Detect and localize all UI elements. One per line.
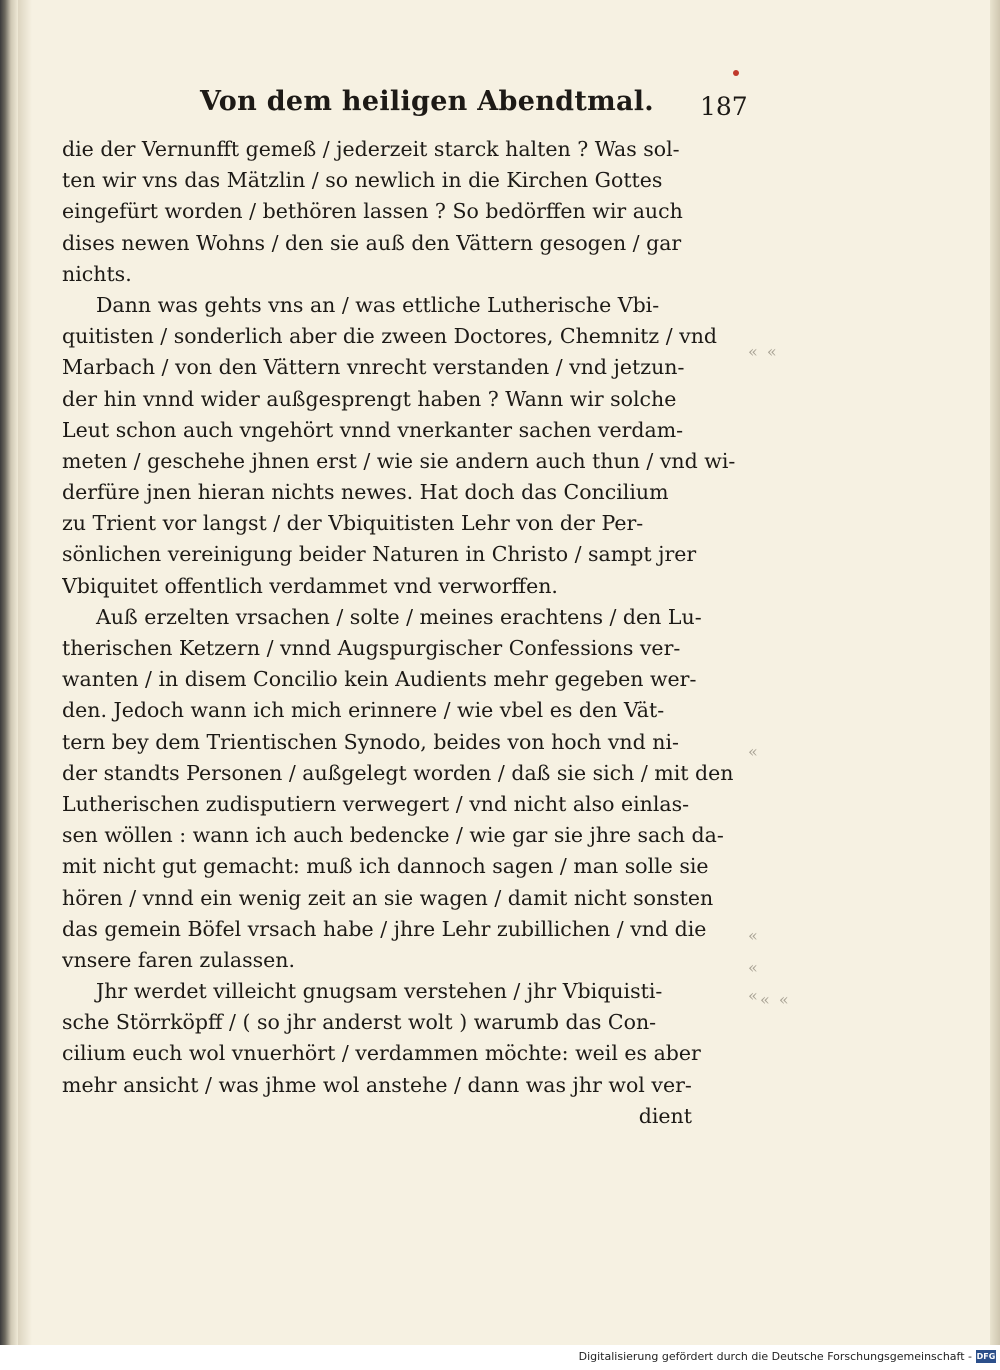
text-line: den. Jedoch wann ich mich erinnere / wie vbel es den Vät-: [62, 698, 665, 723]
text-line: dises newen Wohns / den sie auß den Vättern gesogen / gar: [62, 230, 682, 255]
funding-credit: Digitalisierung gefördert durch die Deutsche Forschungsgemeinschaft -: [578, 1350, 972, 1363]
text-line: ten wir vns das Mätzlin / so newlich in die Kirchen Gottes: [62, 168, 663, 193]
margin-mark: «: [748, 742, 760, 761]
margin-mark: « «: [748, 342, 779, 361]
text-line: vnsere faren zulassen.: [62, 947, 296, 972]
text-line: sönlichen vereinigung beider Naturen in Christo / sampt jrer: [62, 542, 697, 567]
text-line: wanten / in disem Concilio kein Audients mehr gegeben wer-: [62, 667, 697, 692]
text-line: sche Störrköpff / ( so jhr anderst wolt ) warumb das Con-: [62, 1010, 657, 1035]
text-line: Lutherischen zudisputiern verwegert / vnd nicht also einlas-: [62, 791, 690, 816]
red-ink-dot: [733, 70, 739, 76]
text-line: meten / geschehe jhnen erst / wie sie andern auch thun / vnd wi-: [62, 448, 736, 473]
margin-mark: «: [748, 926, 760, 945]
text-line: zu Trient vor langst / der Vbiquitisten Lehr von der Per-: [62, 511, 644, 536]
text-line: mehr ansicht / was jhme wol anstehe / dann was jhr wol ver-: [62, 1072, 692, 1097]
text-line: derfüre jnen hieran nichts newes. Hat doch das Concilium: [62, 480, 669, 505]
page-gutter-shadow: [0, 0, 18, 1345]
page-number: 187: [700, 92, 748, 121]
text-line: cilium euch wol vnuerhört / verdammen möchte: weil es aber: [62, 1041, 701, 1066]
text-line: der hin vnnd wider außgesprengt haben ? Wann wir solche: [62, 386, 677, 411]
margin-mark: « «: [760, 990, 791, 1009]
margin-mark: «: [748, 986, 760, 1005]
text-line: Marbach / von den Vättern vnrecht verstanden / vnd jetzun-: [62, 355, 685, 380]
text-line: Jhr werdet villeicht gnugsam verstehen / jhr Vbiquisti-: [96, 979, 663, 1004]
text-line: nichts.: [62, 261, 132, 286]
text-line: hören / vnnd ein wenig zeit an sie wagen / damit nicht sonsten: [62, 885, 714, 910]
text-line: Leut schon auch vngehört vnnd vnerkanter sachen verdam-: [62, 417, 684, 442]
text-line: der standts Personen / außgelegt worden / daß sie sich / mit den: [62, 760, 734, 785]
catchword: dient: [638, 1103, 692, 1128]
text-line: tern bey dem Trientischen Synodo, beides von hoch vnd ni-: [62, 729, 679, 754]
body-text: [62, 134, 742, 1132]
running-head: Von dem heiligen Abendtmal.: [200, 86, 655, 117]
text-line: therischen Ketzern / vnnd Augspurgischer Confessions ver-: [62, 636, 681, 660]
text-line: sen wöllen : wann ich auch bedencke / wie gar sie jhre sach da-: [62, 823, 724, 848]
text-line: mit nicht gut gemacht: muß ich dannoch sagen / man solle sie: [62, 854, 709, 879]
page-gutter-tint: [18, 0, 32, 1345]
text-line: Dann was gehts vns an / was ettliche Lutherische Vbi-: [96, 292, 660, 317]
dfg-logo: DFG: [976, 1352, 996, 1361]
text-line: eingefürt worden / bethören lassen ? So bedörffen wir auch: [62, 199, 683, 224]
margin-mark: «: [748, 958, 760, 977]
page-edge: [990, 0, 1000, 1345]
text-line: das gemein Böfel vrsach habe / jhre Lehr zubillichen / vnd die: [62, 916, 707, 941]
text-line: Vbiquitet offentlich verdammet vnd verworffen.: [62, 573, 558, 598]
text-line: die der Vernunfft gemeß / jederzeit starck halten ? Was sol-: [62, 137, 680, 161]
text-line: Auß erzelten vrsachen / solte / meines erachtens / den Lu-: [96, 604, 702, 629]
text-line: quitisten / sonderlich aber die zween Doctores, Chemnitz / vnd: [62, 324, 718, 349]
